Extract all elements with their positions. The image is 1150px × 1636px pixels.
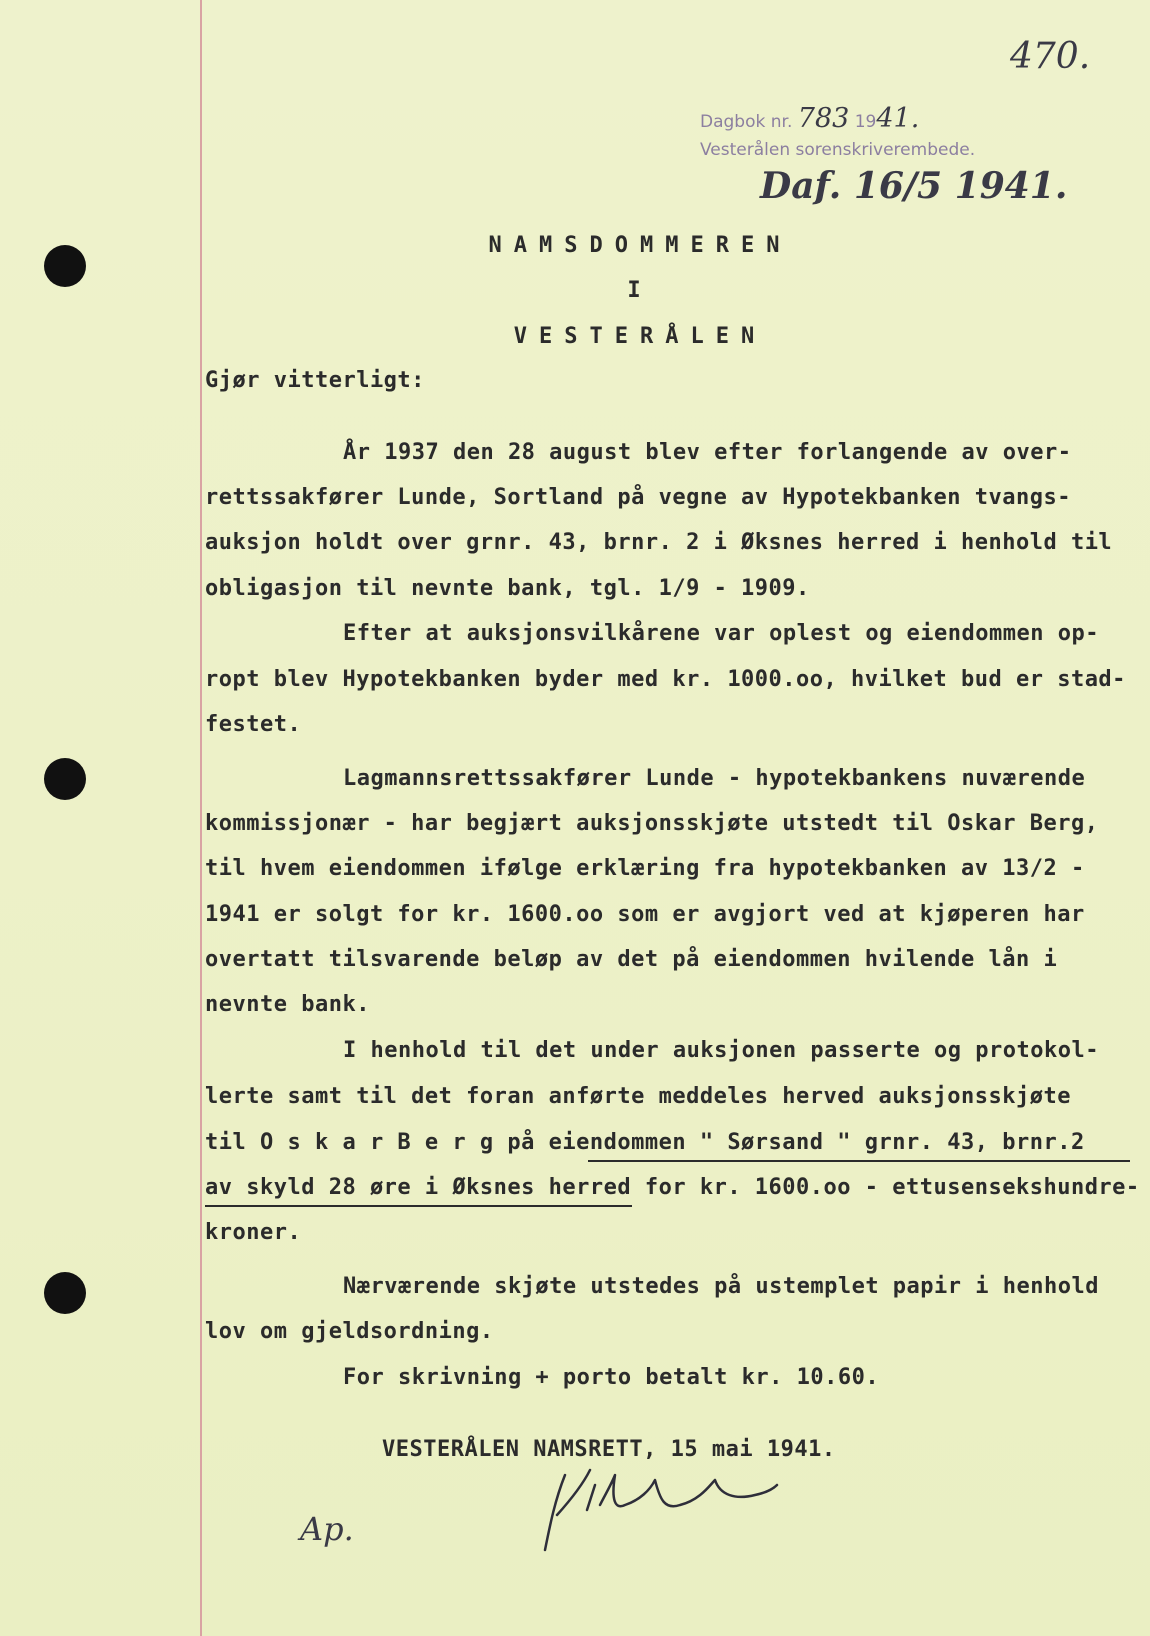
punch-hole bbox=[44, 758, 86, 800]
body-line: overtatt tilsvarende beløp av det på eiendommen hvilende lån i bbox=[205, 947, 1058, 972]
body-line: til hvem eiendommen ifølge erklæring fra hypotekbanken av 13/2 - bbox=[205, 856, 1085, 881]
body-line: rettssakfører Lunde, Sortland på vegne av Hypotekbanken tvangs- bbox=[205, 485, 1071, 510]
body-line: til O s k a r B e r g på eiendommen " Sørsand " grnr. 43, brnr.2 bbox=[205, 1130, 1085, 1155]
signature bbox=[515, 1455, 815, 1565]
heading-line-2: I bbox=[627, 278, 653, 303]
date-note: Daf. 16/5 1941. bbox=[760, 165, 1068, 207]
body-line: År 1937 den 28 august blev efter forlangende av over- bbox=[343, 440, 1072, 465]
body-line: kommissjonær - har begjært auksjonsskjøte utstedt til Oskar Berg, bbox=[205, 811, 1099, 836]
body-line: Lagmannsrettssakfører Lunde - hypotekbankens nuværende bbox=[343, 766, 1086, 791]
dagbok-prefix: Dagbok nr. bbox=[700, 112, 793, 132]
body-line: av skyld 28 øre i Øksnes herred for kr. 1600.oo - ettusensekshundre- bbox=[205, 1175, 1140, 1200]
body-line: festet. bbox=[205, 712, 302, 737]
body-line: Efter at auksjonsvilkårene var oplest og eiendommen op- bbox=[343, 621, 1099, 646]
year-prefix: 19 bbox=[854, 112, 877, 132]
body-line: Nærværende skjøte utstedes på ustemplet papir i henhold bbox=[343, 1274, 1099, 1299]
opening: Gjør vitterligt: bbox=[205, 368, 425, 393]
body-line: lov om gjeldsordning. bbox=[205, 1319, 494, 1344]
initials: Ap. bbox=[300, 1510, 354, 1548]
office-stamp: Vesterålen sorenskriverembede. bbox=[700, 140, 976, 160]
heading-line-1: NAMSDOMMEREN bbox=[488, 233, 792, 258]
underline-mark bbox=[588, 1160, 1130, 1162]
body-line: ropt blev Hypotekbanken byder med kr. 1000.oo, hvilket bud er stad- bbox=[205, 667, 1126, 692]
punch-hole bbox=[44, 1272, 86, 1314]
closing-line: VESTERÅLEN NAMSRETT, 15 mai 1941. bbox=[382, 1437, 836, 1462]
dagbok-stamp bbox=[700, 103, 919, 134]
body-line: 1941 er solgt for kr. 1600.oo som er avgjort ved at kjøperen har bbox=[205, 902, 1085, 927]
body-line: auksjon holdt over grnr. 43, brnr. 2 i Øksnes herred i henhold til bbox=[205, 530, 1113, 555]
body-line: For skrivning + porto betalt kr. 10.60. bbox=[343, 1365, 880, 1390]
year-suffix: 41. bbox=[876, 103, 920, 134]
body-line: obligasjon til nevnte bank, tgl. 1/9 - 1909. bbox=[205, 576, 810, 601]
body-line: lerte samt til det foran anførte meddeles herved auksjonsskjøte bbox=[205, 1084, 1071, 1109]
dagbok-number: 783 bbox=[797, 103, 850, 134]
punch-hole bbox=[44, 245, 86, 287]
underline-mark bbox=[205, 1205, 632, 1207]
body-line: I henhold til det under auksjonen passerte og protokol- bbox=[343, 1038, 1099, 1063]
page-number: 470. bbox=[1010, 36, 1091, 77]
heading-line-3: VESTERÅLEN bbox=[513, 324, 767, 349]
body-line: kroner. bbox=[205, 1220, 302, 1245]
body-line: nevnte bank. bbox=[205, 992, 370, 1017]
